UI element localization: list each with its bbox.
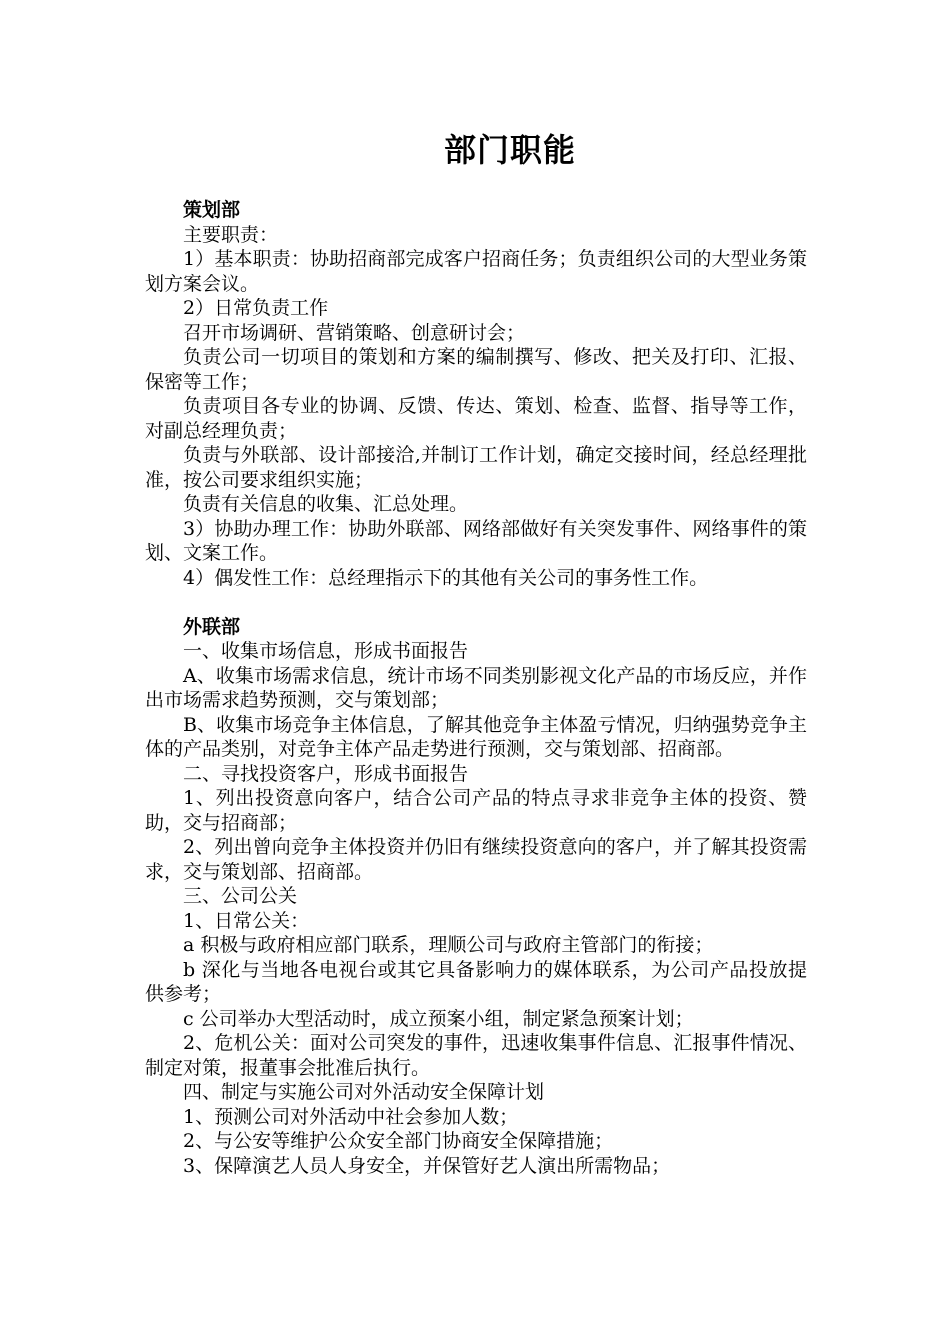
paragraph: 负责公司一切项目的策划和方案的编制撰写、修改、把关及打印、汇报、保密等工作； — [145, 346, 807, 393]
paragraph: 一、收集市场信息，形成书面报告 — [183, 640, 469, 662]
document-title: 部门职能 — [443, 131, 576, 169]
paragraph: b 深化与当地各电视台或其它具备影响力的媒体联系，为公司产品投放提供参考； — [145, 958, 807, 1005]
paragraph: 负责有关信息的收集、汇总处理。 — [183, 493, 469, 515]
section-heading: 策划部 — [183, 199, 241, 221]
paragraph: 负责与外联部、设计部接洽,并制订工作计划，确定交接时间，经总经理批准，按公司要求组织实施； — [145, 444, 807, 491]
paragraph: 2、列出曾向竞争主体投资并仍旧有继续投资意向的客户，并了解其投资需求，交与策划部、招商部。 — [145, 836, 807, 883]
document-body — [145, 198, 807, 1178]
section-external-relations — [145, 615, 807, 1179]
paragraph: 2、与公安等维护公众安全部门协商安全保障措施； — [183, 1130, 614, 1152]
paragraph: 负责项目各专业的协调、反馈、传达、策划、检查、监督、指导等工作，对副总经理负责； — [145, 395, 807, 442]
paragraph: 召开市场调研、营销策略、创意研讨会； — [183, 321, 526, 344]
paragraph: c 公司举办大型活动时，成立预案小组，制定紧急预案计划； — [183, 1007, 694, 1030]
paragraph: 三、公司公关 — [183, 885, 298, 907]
paragraph: 二、寻找投资客户，形成书面报告 — [183, 762, 469, 785]
paragraph: 1、日常公关： — [183, 909, 310, 932]
paragraph: 1、预测公司对外活动中社会参加人数； — [183, 1105, 519, 1128]
paragraph: 1、列出投资意向客户，结合公司产品的特点寻求非竞争主体的投资、赞助，交与招商部； — [145, 787, 807, 834]
paragraph: 四、制定与实施公司对外活动安全保障计划 — [183, 1081, 545, 1103]
section-spacer — [145, 590, 807, 615]
paragraph: A、收集市场需求信息，统计市场不同类别影视文化产品的市场反应，并作出市场需求趋势预测，交与策划部； — [145, 664, 807, 711]
paragraph: 3）协助办理工作：协助外联部、网络部做好有关突发事件、网络事件的策划、文案工作。 — [145, 517, 807, 564]
paragraph: 3、保障演艺人员人身安全，并保管好艺人演出所需物品； — [183, 1154, 671, 1177]
paragraph: 4）偶发性工作：总经理指示下的其他有关公司的事务性工作。 — [183, 566, 709, 589]
paragraph: a 积极与政府相应部门联系，理顺公司与政府主管部门的衔接； — [183, 934, 714, 956]
section-heading: 外联部 — [183, 615, 241, 638]
paragraph: 1）基本职责：协助招商部完成客户招商任务；负责组织公司的大型业务策划方案会议。 — [145, 248, 807, 295]
paragraph: B、收集市场竞争主体信息，了解其他竞争主体盈亏情况，归纳强势竞争主体的产品类别，对竞争主体产品走势进行预测，交与策划部、招商部。 — [145, 713, 807, 760]
paragraph: 主要职责： — [183, 223, 279, 246]
section-planning — [145, 198, 807, 590]
paragraph: 2）日常负责工作 — [183, 297, 329, 319]
paragraph: 2、危机公关：面对公司突发的事件，迅速收集事件信息、汇报事件情况、制定对策，报董事会批准后执行。 — [145, 1032, 807, 1079]
